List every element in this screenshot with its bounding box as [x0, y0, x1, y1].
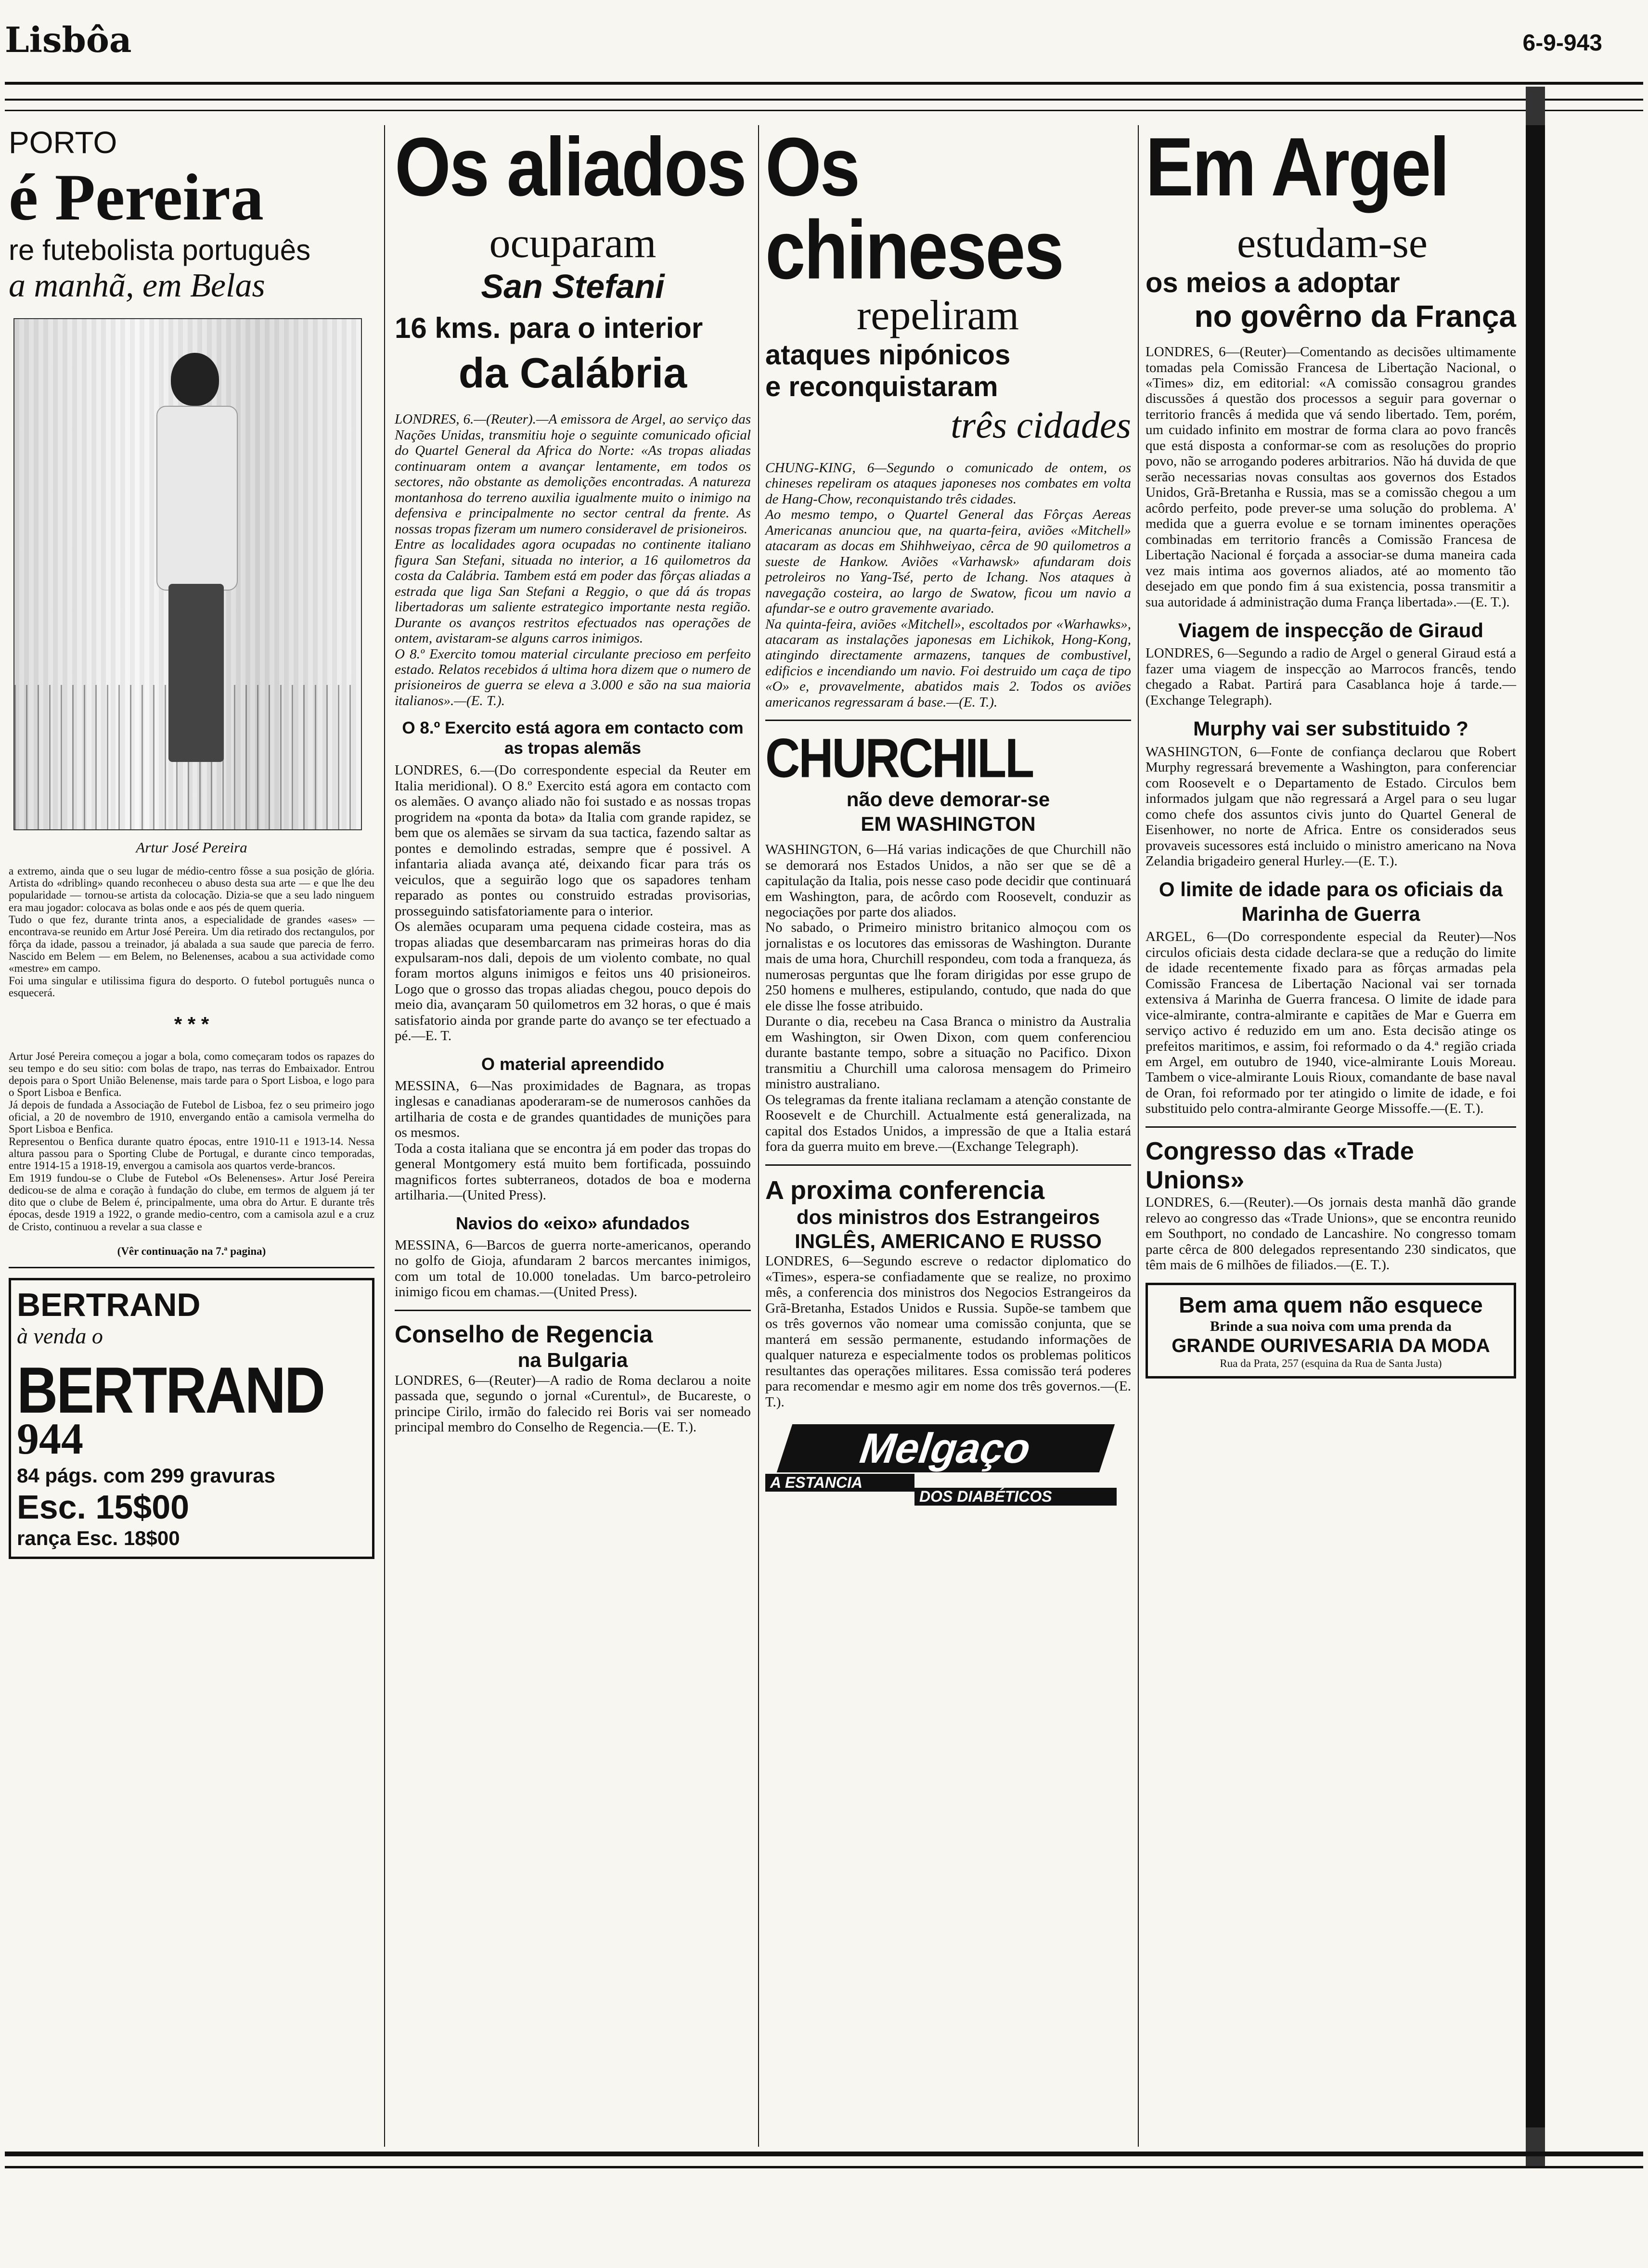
issue-date: 6-9-943	[1522, 30, 1602, 56]
argel-body-5: LONDRES, 6.—(Reuter).—Os jornais desta manhã dão grande relevo ao congresso das «Trade Unions», que se encontra reunido em Southport, no condado de Lancashire. No congresso tomam parte cêrca de 800 delegados representando 230 sindicatos, que têm mais de 6 milhões de filiados.—(E. T.).	[1146, 1195, 1520, 1273]
ourivesaria-ad	[1146, 1283, 1516, 1379]
ourivesaria-shop: GRANDE OURIVESARIA DA MODA	[1172, 1335, 1490, 1356]
allied-body-1: LONDRES, 6.—(Reuter).—A emissora de Argel, ao serviço das Nações Unidas, transmitiu hoje o seguinte comunicado oficial do Quartel General da Africa do Norte: «As tropas aliadas continuaram ontem a avançar lentamente, em todos os sectores, não obstante as demolições encontradas. A natureza montanhosa do terreno auxilia igualmente muito o inimigo na defensiva e principalmente no sector central da frente. As nossas tropas fizeram um numero consideravel de prisioneiros. Entre as localidades agora ocupadas no continente italiano figura San Stefani, situada no interior, a 16 quilometros da costa da Calábria. Tambem está em poder das fôrças aliadas a estrada que liga San Stefani a Reggio, o que dá ás tropas libertadoras um saliente estrategico importante nesta região. Durante os avanços restritos efectuados nas operações de ontem, avistaram-se alguns carros inimigos. O 8.º Exercito tomou material circulante precioso em perfeito estado. Relatos recebidos á ultima hora dizem que o numero de prisioneiros de guerra se eleva a 3.000 e são na sua maioria italianos».—(E. T.).	[395, 412, 751, 709]
bottom-rule-1	[5, 2152, 1643, 2156]
china-divider	[765, 720, 1131, 721]
china-headline-3: ataques nipónicos	[765, 339, 1011, 371]
ourivesaria-title: Bem ama quem não esquece	[1179, 1292, 1483, 1317]
melgaco-logo: Melgaço	[777, 1424, 1115, 1472]
china-headline-5: três cidades	[951, 404, 1131, 446]
bertrand-ad	[9, 1278, 374, 1559]
allied-news-column	[395, 120, 755, 2147]
melgaco-ad	[765, 1424, 1131, 1506]
churchill-body: WASHINGTON, 6—Há varias indicações de que Churchill não se demorará nos Estados Unidos, a não ser que se dê a capitulação da Italia, pois nesse caso pode decidir que continuará em Washington, para, de acôrdo com Roosevelt, conduzir as negociações por parte dos aliados. No sabado, o Primeiro ministro britanico almoçou com os jornalistas e os locutores das emissoras de Washington. Durante mais de uma hora, Churchill respondeu, com toda a franqueza, ás numerosas perguntas que lhe foram dirigidas por esse grupo de 250 homens e mulheres, estipulando, contudo, que nada do que ele disse lhe fosse atribuido. Durante o dia, recebeu na Casa Branca o ministro da Australia em Washington, sir Owen Dixon, com quem conferenciou durante bastante tempo, sobre a situação no Pacifico. Dixon transmitiu a Churchill uma calorosa mensagem do Primeiro ministro australiano. Os telegramas da frente italiana reclamam a atenção constante de Roosevelt e de Churchill. Actualmente está generalizada, na capital dos Estados Unidos, a impressão de que a Italia estará fora da guerra muito em breve.—(Exchange Telegraph).	[765, 842, 1131, 1155]
china-news-column	[765, 120, 1135, 2147]
allied-subhead-3: Navios do «eixo» afundados	[455, 1213, 690, 1233]
argel-subhead-4: Congresso das «Trade Unions»	[1146, 1137, 1414, 1194]
allied-headline-2: ocuparam	[489, 220, 657, 267]
allied-subhead-1: O 8.º Exercito está agora em contacto com as tropas alemãs	[402, 719, 744, 758]
bertrand-ad-price2: rança Esc. 18$00	[17, 1527, 180, 1550]
top-rule-3	[5, 110, 1643, 111]
bertrand-ad-brand: BERTRAND	[17, 1354, 324, 1428]
argel-body-1: LONDRES, 6—(Reuter)—Comentando as decisões ultimamente tomadas pela Comissão Francesa de Libertação Nacional, o «Times» diz, em editorial: «A comissão consagrou grandes discussões á questão dos processos a seguir para governar o territorio francês á medida que vá sendo libertado. Tem, porém, um cuidado infinito em mostrar de forma clara ao povo francês que está disposta a conformar-se com as resoluções do proprio povo, não se arrogando poderes arbitrarios. Não há duvida de que serão necessarias novas consultas aos governos dos Estados Unidos, Grã-Bretanha e Russia, mas se a comissão chegou a um acôrdo perfeito, pode prever-se uma solução do problema. A' medida que a guerra evolue e se tornam iminentes operações combinadas em territorio francês a Comissão Francesa de Libertação Nacional é forçada a associar-se duma maneira cada vez mais intima aos governos aliados, até ao momento tão desejado em que pondo fim á sua existencia, possa transmitir a sua autoridade á administração duma França libertada».—(E. T.).	[1146, 344, 1520, 610]
allied-headline-4: 16 kms. para o interior	[395, 312, 703, 345]
bertrand-ad-year: 944	[17, 1414, 83, 1464]
page-edge-top	[1526, 87, 1545, 125]
left-italic-head: a manhã, em Belas	[9, 267, 265, 305]
melgaco-sub-1: A ESTANCIA	[765, 1474, 914, 1492]
conference-divider	[765, 1164, 1131, 1166]
bottom-rule-2	[5, 2166, 1643, 2168]
conference-sub-2: INGLÊS, AMERICANO E RUSSO	[795, 1230, 1102, 1252]
allied-headline-5: da Calábria	[458, 349, 687, 397]
allied-body-3: MESSINA, 6—Nas proximidades de Bagnara, as tropas inglesas e canadianas apoderaram-se de numerosos canhões da artilharia de costa e de grandes quantidades de munições para os mesmos. Toda a costa italiana que se encontra já em poder das tropas do general Montgomery está muito bem fortificada, possuindo magnificos fortes subterraneos, dotados de boa e moderna artilharia.—(United Press).	[395, 1078, 751, 1203]
top-rule-1	[5, 82, 1643, 85]
conference-sub-1: dos ministros dos Estrangeiros	[796, 1205, 1100, 1228]
bertrand-ad-line: à venda o	[17, 1324, 103, 1349]
column-divider	[384, 125, 385, 2147]
argel-subhead-1: Viagem de inspecção de Giraud	[1178, 619, 1484, 642]
argel-news-column	[1146, 120, 1520, 2147]
argel-divider	[1146, 1126, 1516, 1128]
conference-headline: A proxima conferencia	[765, 1175, 1045, 1205]
argel-headline-3: os meios a adoptar	[1146, 267, 1400, 298]
allied-body-2: LONDRES, 6.—(Do correspondente especial da Reuter em Italia meridional). O 8.º Exercito está agora em contacto com os alemães. O avanço aliado não foi sustado e as nossas tropas progridem na «ponta da bota» da Italia com grande rapidez, se bem que os alemães se sirvam da sua tactica, fazendo saltar as pontes e demolindo estradas, sempre que é possivel. A infantaria aliada avança até, deixando ficar para trás os veiculos, que a seguirão logo que os sapadores tenham reparado as pontes ou construido estradas provisorias, prosseguindo satisfatoriamente para o interior. Os alemães ocuparam uma pequena cidade costeira, mas as tropas aliadas que desembarcaram nas primeiras horas do dia expulsaram-nos dali, depois de um violento combate, no qual foram mortos alguns inimigos e feitos uns 40 prisioneiros. Logo que o grosso das tropas aliadas chegou, pouco depois do meio dia, avançaram 50 quilometros em 32 horas, o que é mais satisfatorio ainda por grande parte do avanço se ter efectuado a pé.—E. T.	[395, 762, 751, 1044]
left-headline: é Pereira	[9, 160, 264, 234]
player-figure	[147, 353, 245, 786]
player-photo	[13, 318, 362, 830]
allied-subhead-4b: na Bulgaria	[517, 1349, 628, 1372]
continuation-note: (Vêr continuação na 7.ª pagina)	[117, 1245, 266, 1257]
allied-subhead-2: O material apreendido	[481, 1054, 665, 1074]
top-rule-2	[5, 99, 1643, 101]
player-torso	[156, 406, 238, 591]
argel-body-2: LONDRES, 6—Segundo a radio de Argel o general Giraud está a fazer uma viagem de inspecção ao Marrocos francês, tendo chegado a Rabat. Partirá para Casablanca hoje á tarde.—(Exchange Telegraph).	[1146, 645, 1520, 708]
china-headline: Os chineses	[765, 120, 1063, 296]
ourivesaria-address: Rua da Prata, 257 (esquina da Rua de Santa Justa)	[1220, 1357, 1442, 1369]
argel-subhead-3: O limite de idade para os oficiais da Marinha de Guerra	[1159, 878, 1503, 925]
allied-body-4: MESSINA, 6—Barcos de guerra norte-americanos, operando no golfo de Gioja, afundaram 2 barcos mercantes inimigos, com um total de 10.000 toneladas. Um barco-petroleiro inimigo ficou em chamas.—(United Press).	[395, 1237, 755, 1300]
conference-body: LONDRES, 6—Segundo escreve o redactor diplomatico do «Times», espera-se confiadamente que se realize, no proximo mês, a conferencia dos ministros dos Negocios Estrangeiros da Grã-Bretanha, Estados Unidos e Russia. Supõe-se tambem que os três governos vão nomear uma comissão conjunta, que se manterá em sessão permanente, estudando informações de qualquer natureza e especialmente todos os problemas politicos resultantes das operações militares. Essa comissão terá poderes para recomendar e mesmo agir em nome dos três governos.—(E. T.).	[765, 1253, 1135, 1410]
argel-headline: Em Argel	[1146, 120, 1448, 213]
argel-body-3: WASHINGTON, 6—Fonte de confiança declarou que Robert Murphy regressará brevemente a Washington, para conferenciar com Roosevelt e o Departamento de Estado. Circulos bem informados julgam que não regressará a Argel para o seu lugar como chefe dos assuntos civis junto do Quartel General de Eisenhower, no norte de Africa. Entre os considerados seus provaveis sucessores está incluido o ministro americano na Nova Zelandia brigadeiro general Hurley.—(E. T.).	[1146, 744, 1520, 869]
china-headline-4: e reconquistaram	[765, 371, 998, 403]
left-body-2: Artur José Pereira começou a jogar a bola, como começaram todos os rapazes do seu tempo e do seu sitio: com bolas de trapo, nas terras do Embaixador. Entrou depois para o Sport União Belenense, mais tarde para o Sport Lisboa, e logo para o Sport Lisboa e Benfica. Já depois de fundada a Associação de Futebol de Lisboa, fez o seu primeiro jogo oficial, a 20 de novembro de 1910, envergando então a camisola vermelha do Sport Lisboa e Benfica. Representou o Benfica durante quatro épocas, entre 1910-11 e 1913-14. Nessa altura passou para o Sporting Clube de Portugal, e durante cinco temporadas, entre 1914-15 a 1918-19, envergou a camisola aos quartos verde-brancos. Em 1919 fundou-se o Clube de Futebol «Os Belenenses». Artur José Pereira dedicou-se de alma e coração à fundação do clube, em termos de alguem já ter dito que o clube de Belem é, principalmente, uma obra do Artur. E durante três épocas, desde 1919 a 1922, o grande medio-centro, com a camisola azul e a cruz de Cristo, continuou a revelar a sua classe e	[9, 1050, 374, 1233]
left-body-1: a extremo, ainda que o seu lugar de médio-centro fôsse a sua posição de glória. Artista do «dribling» quando reconheceu o abuso desta sua arte — e que lhe deu popularidade — tornou-se artista da colocação. Dizia-se que a seu lado ninguem era mau jogador: colocava as bolas onde e aos pés de quem queria. Tudo o que fez, durante trinta anos, a especialidade de grandes «ases» — encontrava-se reunido em Artur José Pereira. Um dia retirado dos rectangulos, por fôrça da idade, passou a treinador, já abalada a sua saude que parecia de ferro. Nascido em Belem — em Belem, no Belenenses, acabou a sua actividade como «mestre» em campo. Foi uma singular e utilissima figura do desporto. O futebol português nunca o esquecerá.	[9, 864, 374, 999]
photo-caption: Artur José Pereira	[136, 838, 247, 856]
left-divider	[9, 1267, 374, 1268]
page-edge-bottom	[1526, 2127, 1545, 2166]
allied-headline-3: San Stefani	[481, 267, 665, 305]
left-column	[9, 125, 374, 2147]
melgaco-sub-2: DOS DIABÉTICOS	[914, 1488, 1117, 1506]
argel-body-4: ARGEL, 6—(Do correspondente especial da Reuter)—Nos circulos oficiais desta cidade declara-se que a redução do limite de idade recentemente fixado para as fôrças armadas pela Comissão Francesa de Libertação Nacional vai ser tornada extensiva á Marinha de Guerra francesa. O limite de idade para vice-almirante, contra-almirante e capitães de Mar e Guerra em serviço activo é reduzido em um ano. Esta decisão atinge os prefeitos maritimos, e assim, foi reformado o da 4.ª região criada em Argel, em outubro de 1940, vice-almirante Louis Moreau. Tambem o vice-almirante Louis Rioux, comandante de base naval de Oran, foi reformado por ter atingido o limite de idade, e foi substituido pelo contra-almirante George Missoffe.—(E. T.).	[1146, 929, 1520, 1117]
page-header	[0, 10, 1648, 67]
argel-headline-2: estudam-se	[1237, 220, 1428, 267]
argel-headline-4: no govêrno da França	[1194, 299, 1516, 334]
column-divider	[758, 125, 759, 2147]
section-stars: * * *	[174, 1013, 209, 1036]
section-kicker: PORTO	[9, 125, 117, 160]
churchill-sub-2: EM WASHINGTON	[861, 812, 1036, 835]
player-head	[171, 353, 219, 406]
bertrand-ad-pages: 84 págs. com 299 gravuras	[17, 1464, 275, 1487]
left-subheadline: re futebolista português	[9, 234, 311, 267]
china-headline-2: repeliram	[857, 292, 1019, 339]
argel-subhead-2: Murphy vai ser substituido ?	[1193, 717, 1468, 740]
masthead: Lisbôa	[5, 19, 132, 60]
bertrand-ad-price: Esc. 15$00	[17, 1488, 190, 1526]
churchill-sub-1: não deve demorar-se	[846, 788, 1050, 811]
allied-body-5: LONDRES, 6—(Reuter)—A radio de Roma declarou a noite passada que, segundo o jornal «Curentul», de Bucareste, o principe Cirilo, irmão do falecido rei Boris vai ser nomeado principal membro do Conselho de Regencia.—(E. T.).	[395, 1372, 755, 1435]
allied-headline: Os aliados	[395, 120, 746, 213]
ourivesaria-line: Brinde a sua noiva com uma prenda da	[1210, 1318, 1452, 1334]
allied-subhead-4: Conselho de Regencia	[395, 1320, 653, 1348]
bertrand-ad-title: BERTRAND	[17, 1287, 201, 1324]
column-divider	[1138, 125, 1139, 2147]
churchill-headline: CHURCHILL	[765, 727, 1033, 790]
player-legs	[168, 584, 224, 762]
allied-divider	[395, 1310, 751, 1311]
china-body-1: CHUNG-KING, 6—Segundo o comunicado de ontem, os chineses repeliram os ataques japoneses nos combates em volta de Hang-Chow, reconquistando três cidades. Ao mesmo tempo, o Quartel General das Fôrças Aereas Americanas anunciou que, na quarta-feira, aviões «Mitchell» atacaram as docas em Shihhweiyao, cêrca de 90 quilometros a sueste de Hankow. Aviões «Varhawsk» afundaram dois petroleiros no Yang-Tsé, perto de Ichang. Nos ataques à navegação costeira, ao largo de Swatow, ficou um navio a afundar-se e outro gravemente avariado. Na quinta-feira, aviões «Mitchell», escoltados por «Warhawks», atacaram as instalações japonesas em Lichikok, Hong-Kong, atingindo directamente armazens, tanques de combustivel, edificios e incendiando um navio. Foi destruido um caça de tipo «O» e, provavelmente, abatidos mais 2. Todos os aviões americanos regressaram á base.—(E. T.).	[765, 460, 1131, 710]
page-edge-bar	[1526, 87, 1545, 2156]
